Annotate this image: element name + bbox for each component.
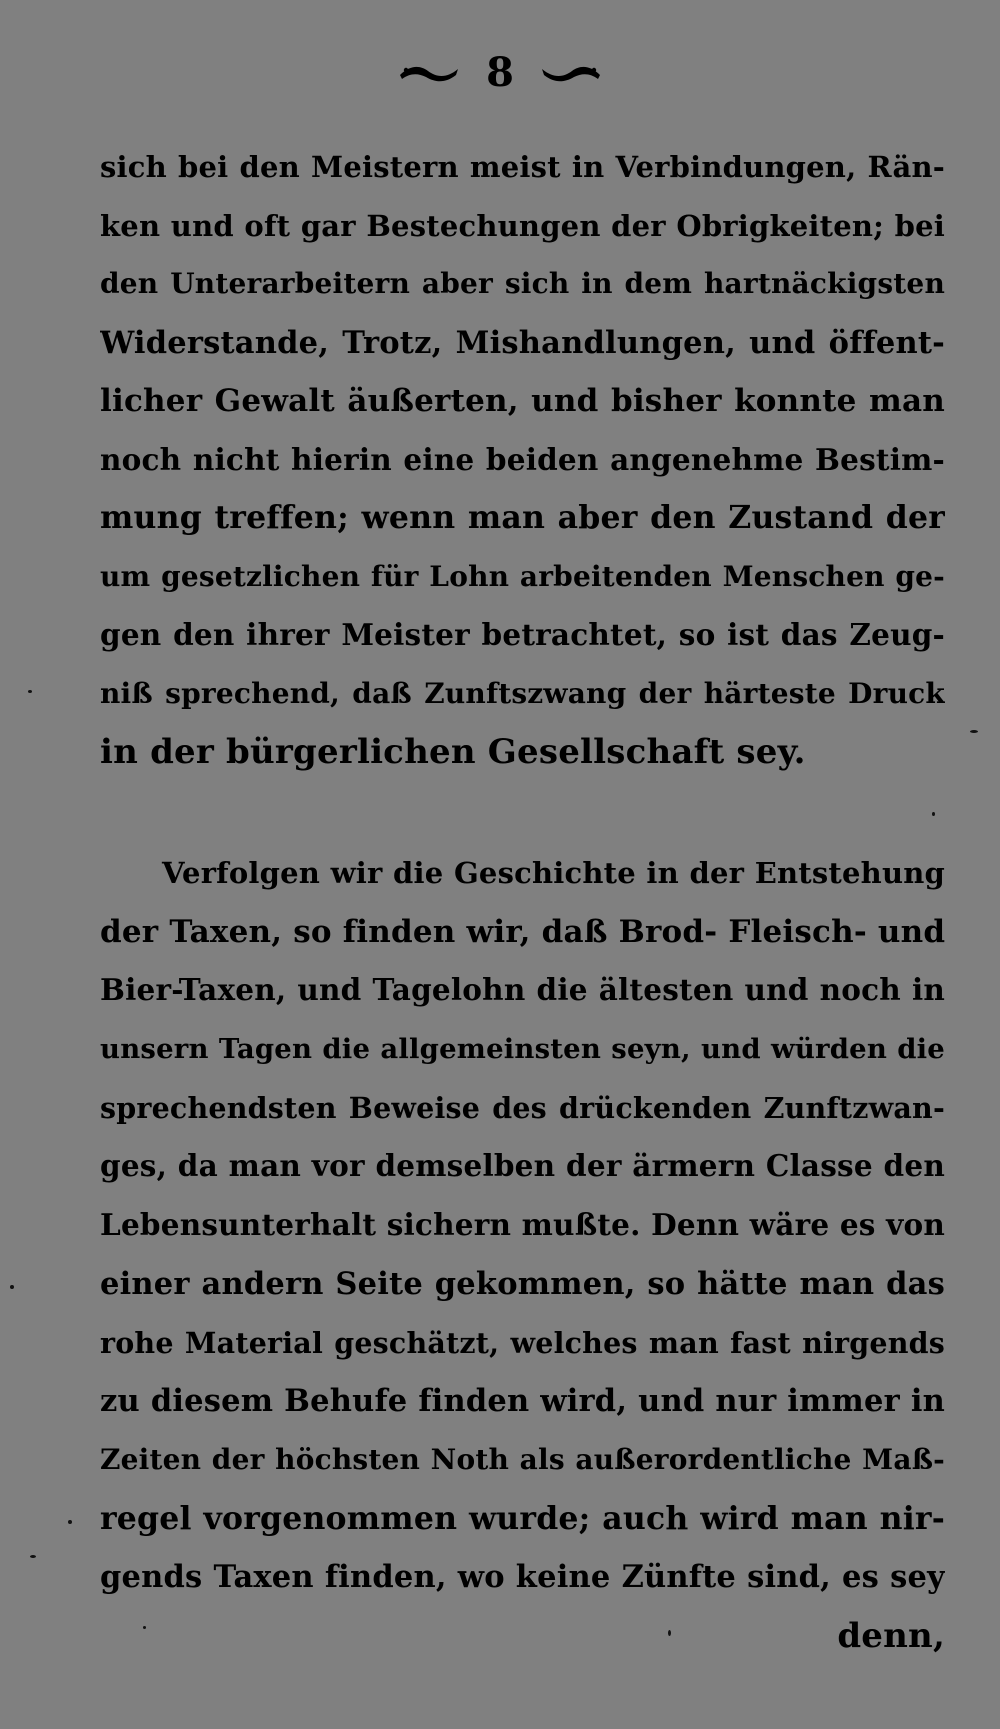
- scan-speck: [970, 730, 978, 733]
- scan-speck: [10, 1285, 14, 1289]
- scan-speck: [143, 1626, 146, 1629]
- text-line: in der bürgerlichen Gesellschaft sey.: [100, 732, 806, 772]
- scan-speck: [28, 690, 32, 693]
- text-line: zu diesem Behufe finden wird, und nur immer in: [100, 1383, 945, 1420]
- text-line: der Taxen, so finden wir, daß Brod- Fleisch- und: [100, 913, 945, 950]
- text-line: unsern Tagen die allgemeinsten seyn, und würden die: [100, 1033, 945, 1066]
- text-line: regel vorgenommen wurde; auch wird man nir-: [100, 1499, 945, 1537]
- scan-speck: [30, 1555, 36, 1558]
- text-line: Bier-Taxen, und Tagelohn die ältesten und noch in: [100, 972, 945, 1008]
- paragraph-1: [100, 138, 945, 782]
- text-line: Verfolgen wir die Geschichte in der Entstehung: [162, 856, 945, 890]
- page-number: 8: [486, 49, 514, 96]
- text-line: licher Gewalt äußerten, und bisher konnte man: [100, 383, 945, 419]
- text-line: mung treffen; wenn man aber den Zustand der: [100, 499, 945, 536]
- text-line: rohe Material geschätzt, welches man fast nirgends: [100, 1325, 945, 1360]
- page-header: [0, 48, 1000, 98]
- left-ornament-icon: [398, 61, 460, 85]
- text-line: Lebensunterhalt sichern mußte. Denn wäre es von: [100, 1207, 945, 1243]
- text-line: Zeiten der höchsten Noth als außerordentliche Maß-: [100, 1442, 945, 1476]
- text-line: gends Taxen finden, wo keine Zünfte sind, es sey: [100, 1559, 945, 1596]
- text-line: niß sprechend, daß Zunftszwang der härteste Druck: [100, 676, 945, 710]
- text-line: ges, da man vor demselben der ärmern Classe den: [100, 1148, 945, 1184]
- text-line: Widerstande, Trotz, Mishandlungen, und öffent-: [100, 324, 945, 361]
- paragraph-2: [100, 844, 945, 1666]
- scan-speck: [668, 1630, 671, 1636]
- text-line: noch nicht hierin eine beiden angenehme Bestim-: [100, 441, 945, 477]
- scan-speck: [932, 812, 935, 816]
- text-line: sprechendsten Beweise des drückenden Zunftzwan-: [100, 1090, 945, 1125]
- right-ornament-icon: [540, 61, 602, 85]
- text-line: um gesetzlichen für Lohn arbeitenden Menschen ge-: [100, 559, 945, 593]
- text-line: sich bei den Meistern meist in Verbindungen, Rän-: [100, 150, 945, 184]
- text-line: ken und oft gar Bestechungen der Obrigkeiten; bei: [100, 208, 945, 243]
- scan-speck: [68, 1520, 72, 1524]
- text-line: den Unterarbeitern aber sich in dem hartnäckigsten: [100, 267, 945, 300]
- text-line: gen den ihrer Meister betrachtet, so ist das Zeug-: [100, 617, 945, 652]
- text-line: einer andern Seite gekommen, so hätte man das: [100, 1265, 945, 1302]
- catchword: denn,: [837, 1615, 945, 1656]
